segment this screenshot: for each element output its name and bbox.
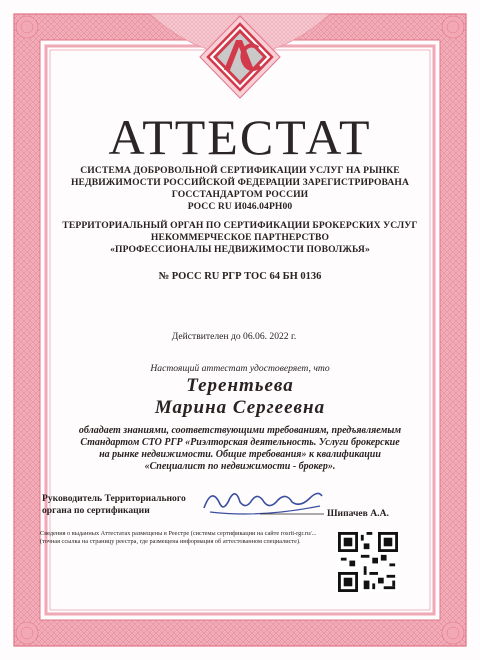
valid-until: Действителен до 06.06. 2022 г. — [171, 331, 297, 342]
system-line-3: ГОССТАНДАРТОМ РОССИИ — [171, 189, 309, 200]
qr-code-icon — [338, 532, 398, 592]
system-code: РОСС RU И046.04РН00 — [187, 201, 293, 212]
body-line-2: Стандартом СТО РГР «Риэлторская деятельность. Услуги брокерские — [80, 437, 400, 448]
organ-line-1: ТЕРРИТОРИАЛЬНЫЙ ОРГАН ПО СЕРТИФИКАЦИИ БРОКЕРСКИХ УСЛУГ — [62, 220, 418, 231]
system-line-2: НЕДВИЖИМОСТИ РОССИЙСКОЙ ФЕДЕРАЦИИ ЗАРЕГИСТРИРОВАНА — [70, 177, 410, 188]
organ-line-2: НЕКОММЕРЧЕСКОЕ ПАРТНЕРСТВО — [150, 232, 330, 243]
signature-icon — [200, 478, 328, 520]
holder-given-names: Марина Сергеевна — [154, 397, 326, 418]
organ-line-3: «ПРОФЕССИОНАЛЫ НЕДВИЖИМОСТИ ПОВОЛЖЬЯ» — [110, 244, 370, 255]
signer-title-line-1: Руководитель Территориального — [42, 493, 186, 504]
body-line-3: на рынке недвижимости. Общие требования» к квалификации — [99, 449, 381, 460]
signer-title-line-2: органа по сертификации — [42, 505, 150, 516]
body-line-4: «Специалист по недвижимости - брокер». — [144, 461, 336, 472]
rhombus-logo-icon — [198, 14, 282, 100]
certifies-text: Настоящий аттестат удостоверяет, что — [150, 363, 330, 374]
footer-line-2: (точная ссылка на страницу реестра, где размещена информация об аттестованном специалисте). — [40, 538, 301, 545]
document-title: АТТЕСТАТ — [108, 109, 372, 165]
signer-name: Шипачев А.А. — [327, 508, 389, 519]
footer-line-1: Сведения о выданных Аттестатах размещены в Реестре (системы сертификации на сайте rosrit-rgr.ru/... — [40, 530, 317, 537]
system-line-1: СИСТЕМА ДОБРОВОЛЬНОЙ СЕРТИФИКАЦИИ УСЛУГ НА РЫНКЕ — [80, 165, 400, 176]
registration-number: № РОСС RU РГР ТОС 64 БН 0136 — [158, 271, 322, 282]
holder-surname: Терентьева — [186, 375, 294, 396]
body-line-1: обладает знаниями, соответствующими требованиям, предъявляемым — [78, 425, 402, 436]
